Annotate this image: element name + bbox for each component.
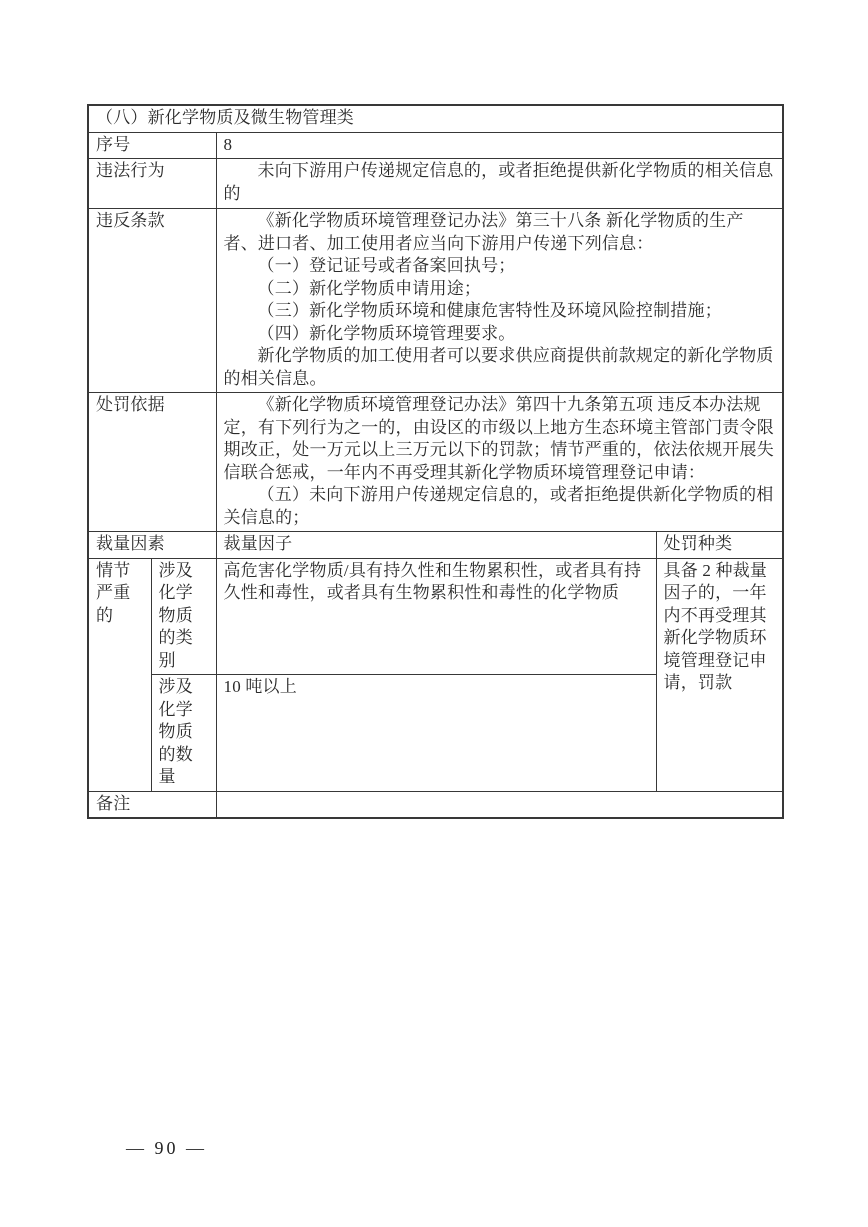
table-row <box>88 791 783 818</box>
penalty-basis-value <box>216 393 783 532</box>
discretion-factor-header: 裁量因子 <box>216 532 656 559</box>
clause-paragraph: （二）新化学物质申请用途； <box>257 278 482 298</box>
basis-paragraph: 《新化学物质环境管理登记办法》第四十九条第五项 违反本办法规定，有下列行为之一的，由设区的市级以上地方生态环境主管部门责令限期改正，处一万元以上三万元以下的罚款；情节严重的，依法依规开展失信联合惩戒，一年内不再受理其新化学物质环境管理登记申请： <box>223 395 774 482</box>
penalty-basis-label: 处罚依据 <box>88 393 216 532</box>
remarks-label: 备注 <box>88 791 216 818</box>
penalty-type-value: 具备 2 种裁量因子的，一年内不再受理其新化学物质环境管理登记申请，罚款 <box>656 558 783 791</box>
clause-paragraph: （三）新化学物质环境和健康危害特性及环境风险控制措施； <box>257 301 722 320</box>
chemical-category-label: 涉及化学物质的类别 <box>151 558 216 675</box>
table-row <box>88 209 783 393</box>
clause-paragraph: 新化学物质的加工使用者可以要求供应商提供前款规定的新化学物质的相关信息。 <box>223 346 774 388</box>
table-row <box>88 393 783 532</box>
table-row <box>88 532 783 559</box>
table-row <box>88 132 783 159</box>
basis-paragraph: （五）未向下游用户传递规定信息的，或者拒绝提供新化学物质的相关信息的； <box>223 485 774 527</box>
clause-paragraph: 《新化学物质环境管理登记办法》第三十八条 新化学物质的生产者、进口者、加工使用者应当向下游用户传递下列信息： <box>223 211 744 253</box>
violation-act-value: 未向下游用户传递规定信息的，或者拒绝提供新化学物质的相关信息的 <box>216 159 783 209</box>
violated-clause-value <box>216 209 783 393</box>
table-row <box>88 159 783 209</box>
page-number: — 90 — <box>126 1138 207 1158</box>
chemical-quantity-label: 涉及化学物质的数量 <box>151 675 216 792</box>
section-header: （八）新化学物质及微生物管理类 <box>88 105 783 132</box>
penalty-type-header: 处罚种类 <box>656 532 783 559</box>
table-row <box>88 558 783 675</box>
clause-paragraph: （一）登记证号或者备案回执号； <box>257 256 516 275</box>
remarks-value <box>216 791 783 818</box>
serial-number-label: 序号 <box>88 132 216 159</box>
chemical-category-value: 高危害化学物质/具有持久性和生物累积性，或者具有持久性和毒性，或者具有生物累积性和毒性的化学物质 <box>216 558 656 675</box>
chemical-quantity-value: 10 吨以上 <box>216 675 656 792</box>
discretion-factor-category-header: 裁量因素 <box>88 532 216 559</box>
serial-number-value: 8 <box>216 132 783 159</box>
violation-act-label: 违法行为 <box>88 159 216 209</box>
violated-clause-label: 违反条款 <box>88 209 216 393</box>
severity-label: 情节严重的 <box>88 558 151 791</box>
clause-paragraph: （四）新化学物质环境管理要求。 <box>257 323 516 343</box>
penalty-discretion-table <box>87 104 784 819</box>
table-row <box>88 105 783 132</box>
